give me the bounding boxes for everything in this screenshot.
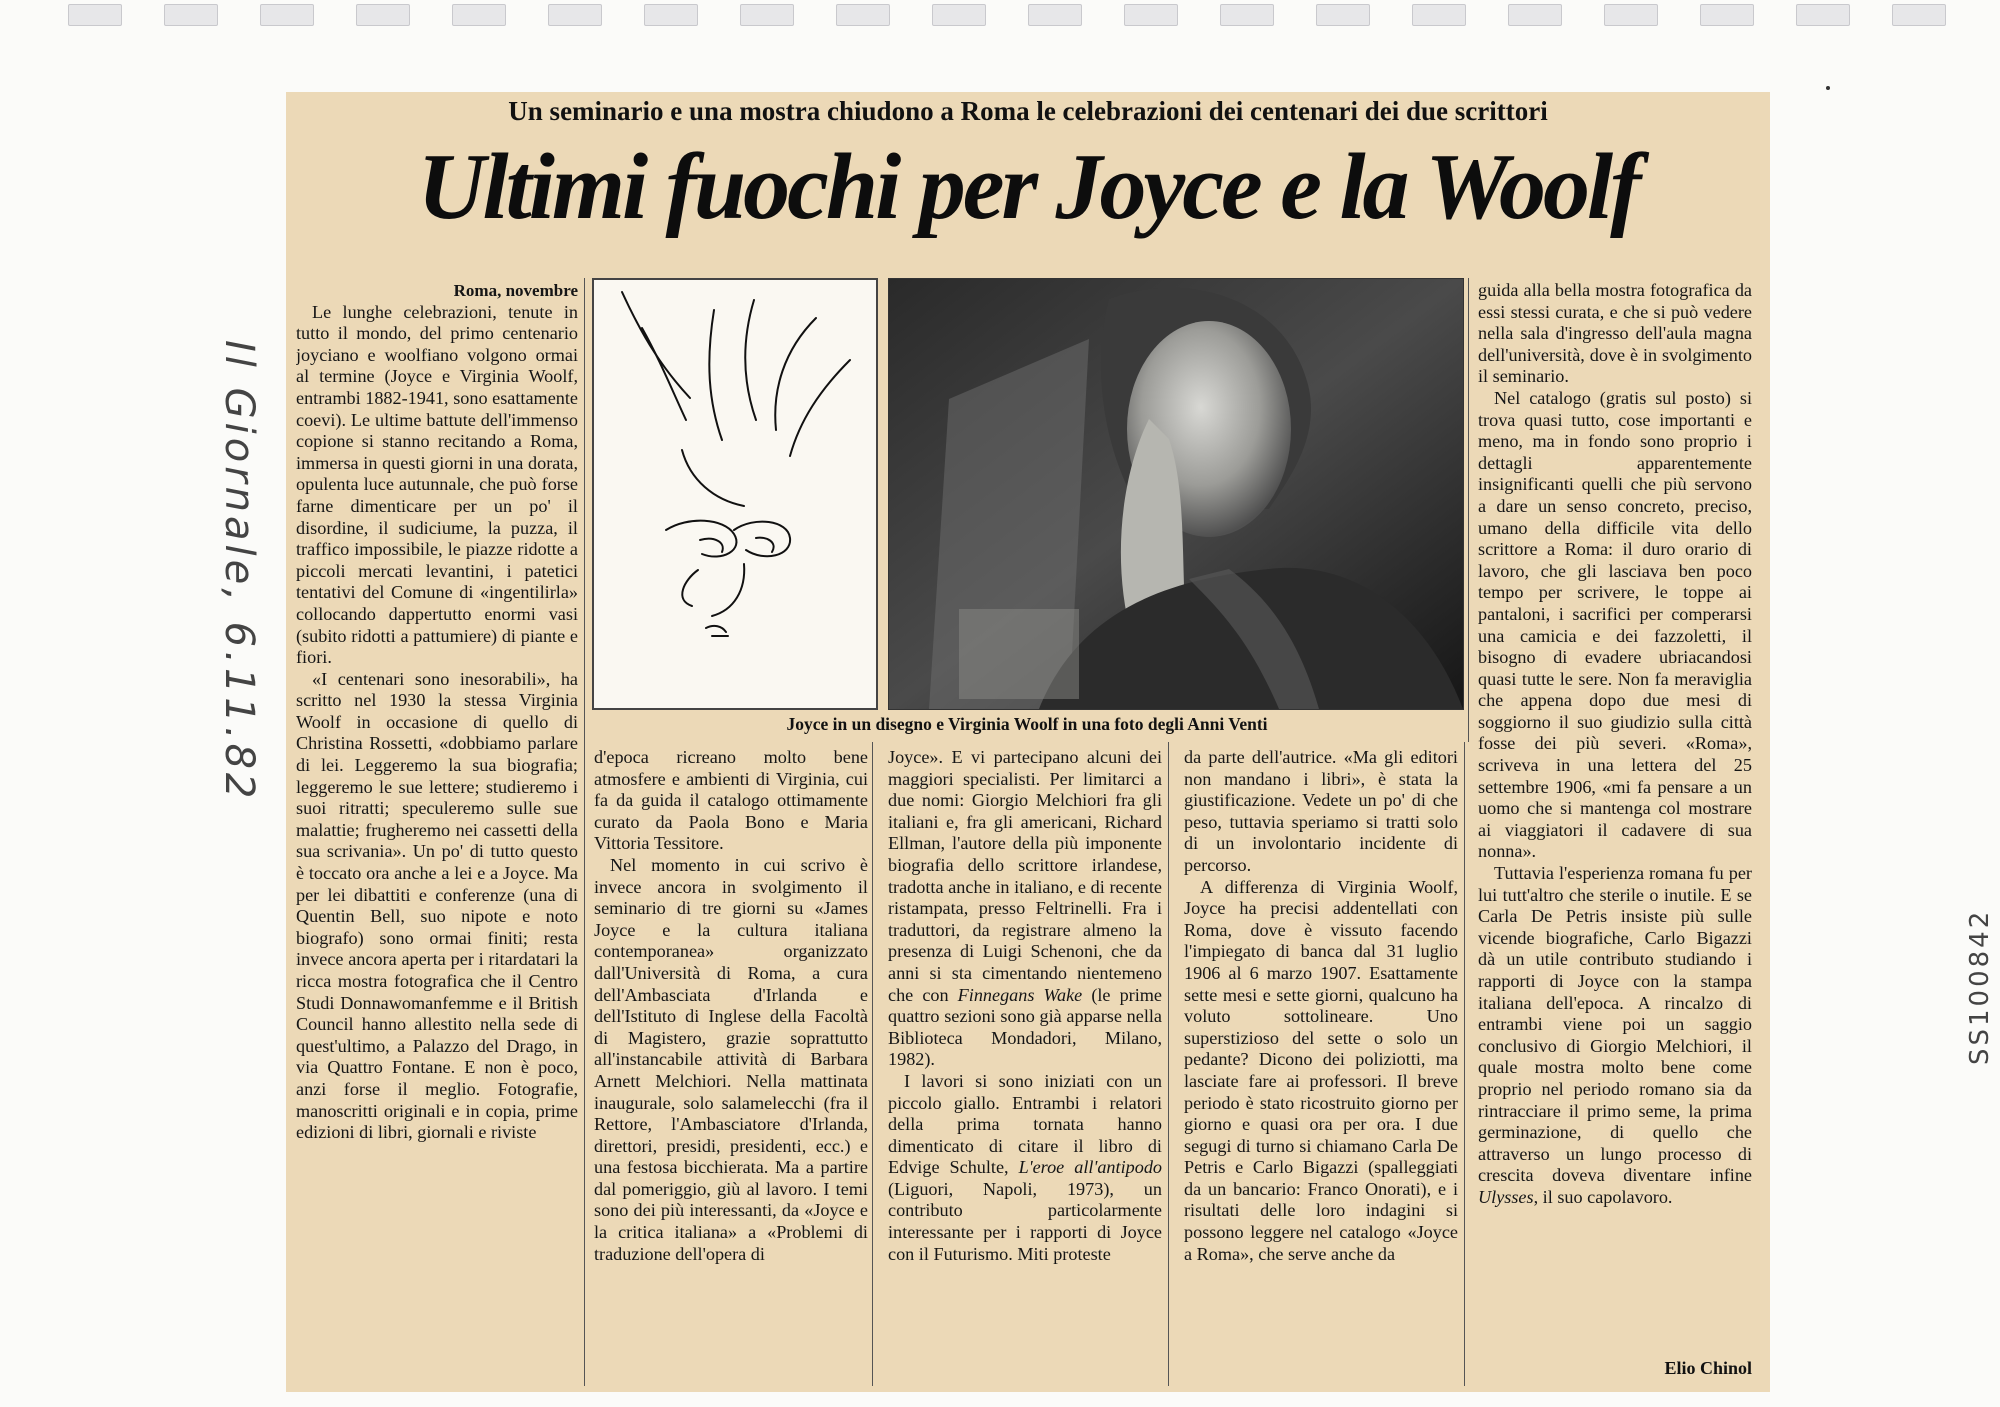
binder-hole xyxy=(1892,4,1946,26)
paragraph: Nel catalogo (gratis sul posto) si trova quasi tutto, cose importanti e meno, ma in fondo sono proprio i dettagli apparentemente insignificanti quelli che più servono a dare un senso concreto, preciso, umano della difficile vita dello scrittore a Roma: il duro orario di lavoro, che gli lasciava ben poco tempo per scrivere, le toppe ai pantaloni, i sacrifici per comperarsi una camicia e dei fazzoletti, il bisogno di evadere ubriacandosi quasi tutte le sere. Non fa meraviglia che appena dopo due mesi di soggiorno il suo giudizio sulla città fosse dei più severi. «Roma», scriveva in una lettera del 25 settembre 1906, «mi fa pensare a un uomo che si mantenga col mostrare ai viaggiatori il cadavere di sua nonna». xyxy=(1478,387,1752,862)
archive-code: SS100842 xyxy=(1965,908,1995,1065)
article-column-4 xyxy=(1184,747,1458,1387)
column-rule xyxy=(1464,742,1465,1386)
binder-hole xyxy=(356,4,410,26)
binder-hole xyxy=(1316,4,1370,26)
virginia-woolf-photo xyxy=(888,278,1464,710)
paragraph: Tuttavia l'esperienza romana fu per lui tutt'altro che sterile o inutile. E se Carla De Petris insiste più sulle vicende biografiche, Carlo Bigazzi dà un utile contributo studiando i rapporti di Joyce con la stampa italiana dell'epoca. A rincalzo di entrambi viene poi un saggio conclusivo di Giorgio Melchiori, il quale mostra molto bene come proprio nel periodo romano sia da rintracciare il primo seme, la prima germinazione, di quello che attraverso un lungo processo di crescita doveva diventare infine Ulysses, il suo capolavoro. xyxy=(1478,863,1752,1207)
binder-hole xyxy=(68,4,122,26)
article-column-5 xyxy=(1478,280,1752,1356)
paragraph: «I centenari sono inesorabili», ha scritto nel 1930 la stessa Virginia Woolf in occasione di quello di Christina Rossetti, «dobbiamo parlare di lei. Leggeremo la sua biografia; leggeremo le sue lettere; studieremo i suoi ritratti; speculeremo sulle sue malattie; frugheremo nei cassetti della sua scrivania». Un po' di tutto questo è toccato ora anche a lei e a Joyce. Ma per lei dibattiti e conferenze (una di Quentin Bell, suo nipote e noto biografo) sono ormai finiti; resta invece ancora aperta per i ritardatari la ricca mostra fotografica che il Centro Studi Donnawomanfemme e il British Council hanno allestito nella sede di quest'ultimo, a Palazzo del Drago, in via Quattro Fontane. E non è poco, anzi forse il meglio. Fotografie, manoscritti originali e in copia, prime edizioni di libri, giornali e riviste xyxy=(296,668,578,1143)
paragraph: Le lunghe celebrazioni, tenute in tutto il mondo, del primo centenario joyciano e woolfiano volgono ormai al termine (Joyce e Virginia Woolf, entrambi 1882-1941, sono esattamente coevi). Le ultime battute dell'immenso copione si stanno recitando a Roma, immersa in questi giorni in una dorata, opulenta luce autunnale, che può forse farne dimenticare per un po' il disordine, il sudiciume, la puzza, il traffico impossibile, le piazze ridotte a piccoli mercati levantini, i patetici tentativi del Comune di «ingentilirla» collocando dappertutto enormi vasi (subito ridotti a pattumiere) di piante e fiori. xyxy=(296,301,578,668)
speck xyxy=(1826,86,1830,90)
article-column-1 xyxy=(296,280,578,1390)
binder-hole xyxy=(1220,4,1274,26)
binder-hole xyxy=(1700,4,1754,26)
binder-hole xyxy=(644,4,698,26)
photo-rendering xyxy=(889,279,1463,709)
column-rule xyxy=(872,742,873,1386)
joyce-sketch-illustration xyxy=(592,278,878,710)
article-kicker: Un seminario e una mostra chiudono a Roma le celebrazioni dei centenari dei due scrittori xyxy=(508,96,1548,126)
book-title: Ulysses xyxy=(1478,1186,1534,1207)
column-rule xyxy=(1468,278,1469,742)
binder-hole xyxy=(1604,4,1658,26)
paragraph: d'epoca ricreano molto bene atmosfere e ambienti di Virginia, cui fa da guida il catalogo ottimamente curato da Paola Bono e Maria Vittoria Tessitore. xyxy=(594,747,868,854)
paragraph: Nel momento in cui scrivo è invece ancora in svolgimento il seminario di tre giorni su «James Joyce e la cultura italiana contemporanea» organizzato dall'Università di Roma, a cura dell'Ambasciata d'Irlanda e dell'Istituto di Inglese della Facoltà di Magistero, grazie soprattutto all'instancabile attività di Barbara Arnett Melchiori. Nella mattinata inaugurale, solo salamelecchi (fra il Rettore, l'Ambasciatore d'Irlanda, direttori, presidi, presidenti, ecc.) e una festosa bicchierata. Ma a partire dal pomeriggio, giù al lavoro. I temi sono dei più interessanti, da «Joyce e la critica italiana» a «Problemi di traduzione dell'opera di xyxy=(594,854,868,1264)
paragraph: guida alla bella mostra fotografica da essi stessi curata, e che si può vedere nella sala d'ingresso dell'aula magna dell'università, dove è in svolgimento il seminario. xyxy=(1478,280,1752,387)
column-rule xyxy=(1168,742,1169,1386)
handwritten-source-note: Il Giornale, 6.11.82 xyxy=(216,340,262,803)
binder-hole xyxy=(1028,4,1082,26)
binder-holes xyxy=(0,0,2000,30)
paragraph: A differenza di Virginia Woolf, Joyce ha precisi addentellati con Roma, dove è vissuto facendo l'impiegato di banca dal 31 luglio 1906 al 6 marzo 1907. Esattamente sette mesi e sette giorni, qualcuno ha voluto sottolineare. Uno superstizioso del sette o solo un pedante? Dicono dei poliziotti, ma lasciate fare ai professori. Il breve periodo è stato ricostruito giorno per giorno e quasi ora per ora. I due segugi di turno si chiamano Carla De Petris e Carlo Bigazzi (spalleggiati da un bancario: Franco Onorati), e i risultati delle loro indagini si possono leggere nel catalogo «Joyce a Roma», che serve anche da xyxy=(1184,876,1458,1264)
binder-hole xyxy=(1508,4,1562,26)
column-rule xyxy=(584,278,585,1386)
binder-hole xyxy=(452,4,506,26)
binder-hole xyxy=(1796,4,1850,26)
newspaper-clipping xyxy=(286,92,1770,1392)
article-headline: Ultimi fuochi per Joyce e la Woolf xyxy=(417,135,1639,239)
binder-hole xyxy=(1124,4,1178,26)
paragraph: Joyce». E vi partecipano alcuni dei maggiori specialisti. Per limitarci a due nomi: Giorgio Melchiori fra gli italiani e, fra gli americani, Richard Ellman, l'autore della più imponente biografia dello scrittore irlandese, tradotta anche in italiano, e di recente ristampata, presso Feltrinelli. Fra i traduttori, da registrare almeno la presenza di Luigi Schenoni, che da anni si sta cimentando nientemeno che con Finnegans Wake (le prime quattro sezioni sono già apparse nella Biblioteca Mondadori, Milano, 1982). xyxy=(888,747,1162,1070)
binder-hole xyxy=(260,4,314,26)
article-column-2 xyxy=(594,747,868,1387)
book-title: L'eroe all'antipodo xyxy=(1018,1157,1162,1178)
author-signature: Elio Chinol xyxy=(1664,1358,1752,1378)
joyce-sketch-drawing xyxy=(594,280,876,708)
binder-hole xyxy=(164,4,218,26)
paragraph: da parte dell'autrice. «Ma gli editori non mandano i libri», è stata la giustificazione. Vedete un po' di che peso, tuttavia speriamo si tratti solo di un involontario incidente di percorso. xyxy=(1184,747,1458,875)
binder-hole xyxy=(1412,4,1466,26)
binder-hole xyxy=(932,4,986,26)
photo-caption: Joyce in un disegno e Virginia Woolf in una foto degli Anni Venti xyxy=(786,714,1268,734)
binder-hole xyxy=(548,4,602,26)
article-column-3 xyxy=(888,747,1162,1387)
book-title: Finnegans Wake xyxy=(957,984,1083,1005)
dateline: Roma, novembre xyxy=(453,281,578,300)
paragraph: I lavori si sono iniziati con un piccolo giallo. Entrambi i relatori della prima tornata hanno dimenticato di citare il libro di Edvige Schulte, L'eroe all'antipodo (Liguori, Napoli, 1973), un contributo particolarmente interessante per i rapporti di Joyce con il Futurismo. Miti proteste xyxy=(888,1070,1162,1264)
binder-hole xyxy=(740,4,794,26)
binder-hole xyxy=(836,4,890,26)
